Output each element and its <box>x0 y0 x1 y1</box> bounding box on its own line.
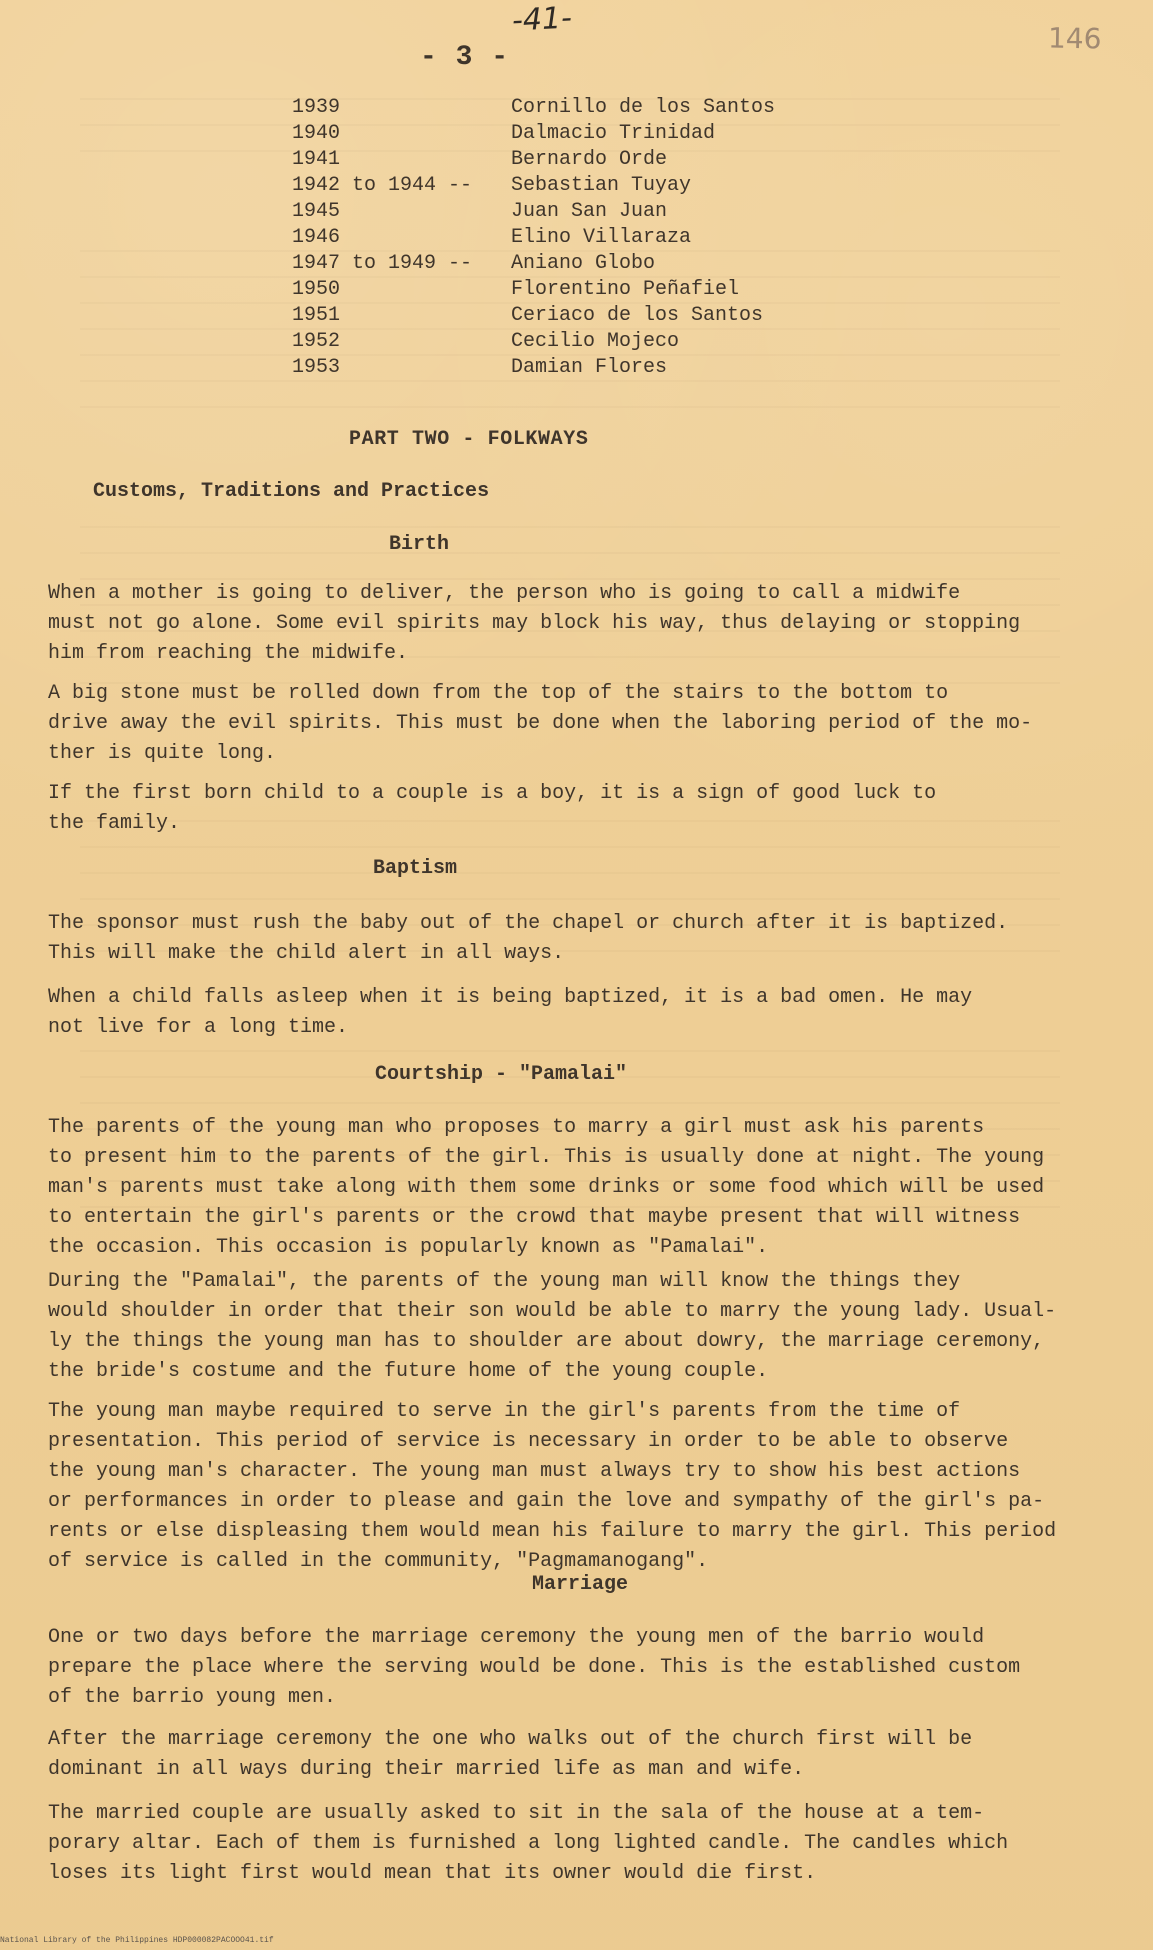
part-heading: PART TWO - FOLKWAYS <box>349 428 589 451</box>
text-line: the occasion. This occasion is popularly known as "Pamalai". <box>48 1236 769 1259</box>
birth-paragraph-2 <box>48 679 1128 769</box>
year-name-list <box>292 95 852 381</box>
year-row <box>292 303 852 329</box>
year-cell: 1950 <box>292 278 341 301</box>
text-line: must not go alone. Some evil spirits may block his way, thus delaying or stopping <box>48 612 1021 635</box>
marriage-paragraph-2 <box>48 1725 1128 1785</box>
text-line: would shoulder in order that their son would be able to marry the young lady. Usual- <box>48 1300 1057 1323</box>
name-cell: Ceriaco de los Santos <box>511 304 764 327</box>
birth-paragraph-1 <box>48 579 1128 669</box>
text-line: This will make the child alert in all ways. <box>48 942 565 965</box>
name-cell: Cecilio Mojeco <box>511 330 680 353</box>
text-line: dominant in all ways during their married life as man and wife. <box>48 1758 805 1781</box>
name-cell: Bernardo Orde <box>511 148 668 171</box>
year-cell: 1947 to 1949 -- <box>292 252 473 275</box>
year-row <box>292 199 852 225</box>
top-page-number: -41- <box>511 0 573 39</box>
text-line: The sponsor must rush the baby out of the chapel or church after it is baptized. <box>48 912 1009 935</box>
year-cell: 1940 <box>292 122 341 145</box>
year-cell: 1952 <box>292 330 341 353</box>
name-cell: Cornillo de los Santos <box>511 96 776 119</box>
text-line: If the first born child to a couple is a boy, it is a sign of good luck to <box>48 782 937 805</box>
courtship-heading: Courtship - "Pamalai" <box>375 1063 628 1086</box>
text-line: ther is quite long. <box>48 742 277 765</box>
year-cell: 1945 <box>292 200 341 223</box>
text-line: him from reaching the midwife. <box>48 642 409 665</box>
text-line: A big stone must be rolled down from the top of the stairs to the bottom to <box>48 682 949 705</box>
year-row <box>292 95 852 121</box>
text-line: the family. <box>48 812 181 835</box>
text-line: to entertain the girl's parents or the crowd that maybe present that will witness <box>48 1206 1021 1229</box>
birth-heading: Birth <box>389 533 450 556</box>
page-number: - 3 - <box>420 42 510 73</box>
marriage-paragraph-3 <box>48 1799 1128 1889</box>
text-line: The married couple are usually asked to sit in the sala of the house at a tem- <box>48 1802 985 1825</box>
year-cell: 1953 <box>292 356 341 379</box>
year-row <box>292 147 852 173</box>
text-line: to present him to the parents of the girl. This is usually done at night. The young <box>48 1146 1045 1169</box>
year-cell: 1941 <box>292 148 341 171</box>
text-line: or performances in order to please and gain the love and sympathy of the girl's pa- <box>48 1490 1045 1513</box>
text-line: drive away the evil spirits. This must be done when the laboring period of the mo- <box>48 712 1033 735</box>
year-row <box>292 121 852 147</box>
courtship-paragraph-1 <box>48 1113 1128 1263</box>
text-line: loses its light first would mean that its owner would die first. <box>48 1862 817 1885</box>
text-line: When a child falls asleep when it is being baptized, it is a bad omen. He may <box>48 986 973 1009</box>
text-line: porary altar. Each of them is furnished a long lighted candle. The candles which <box>48 1832 1009 1855</box>
year-row <box>292 251 852 277</box>
marriage-paragraph-1 <box>48 1623 1128 1713</box>
text-line: presentation. This period of service is necessary in order to be able to observe <box>48 1430 1009 1453</box>
name-cell: Juan San Juan <box>511 200 668 223</box>
text-line: man's parents must take along with them some drinks or some food which will be used <box>48 1176 1045 1199</box>
text-line: During the "Pamalai", the parents of the young man will know the things they <box>48 1270 961 1293</box>
year-row <box>292 173 852 199</box>
year-cell: 1939 <box>292 96 341 119</box>
text-line: prepare the place where the serving would be done. This is the established custom <box>48 1656 1021 1679</box>
name-cell: Elino Villaraza <box>511 226 692 249</box>
text-line: the bride's costume and the future home of the young couple. <box>48 1360 769 1383</box>
name-cell: Aniano Globo <box>511 252 656 275</box>
text-line: of the barrio young men. <box>48 1686 337 1709</box>
name-cell: Florentino Peñafiel <box>511 278 740 301</box>
marriage-heading: Marriage <box>532 1573 629 1596</box>
text-line: ly the things the young man has to shoulder are about dowry, the marriage ceremony, <box>48 1330 1045 1353</box>
year-row <box>292 355 852 381</box>
text-line: not live for a long time. <box>48 1016 349 1039</box>
section-title: Customs, Traditions and Practices <box>93 480 490 503</box>
courtship-paragraph-2 <box>48 1267 1128 1387</box>
courtship-paragraph-3 <box>48 1397 1128 1577</box>
year-cell: 1942 to 1944 -- <box>292 174 473 197</box>
birth-paragraph-3 <box>48 779 1128 839</box>
name-cell: Sebastian Tuyay <box>511 174 692 197</box>
name-cell: Damian Flores <box>511 356 668 379</box>
name-cell: Dalmacio Trinidad <box>511 122 716 145</box>
text-line: The parents of the young man who proposes to marry a girl must ask his parents <box>48 1116 985 1139</box>
text-line: rents or else displeasing them would mean his failure to marry the girl. This period <box>48 1520 1057 1543</box>
text-line: the young man's character. The young man must always try to show his best actions <box>48 1460 1021 1483</box>
baptism-heading: Baptism <box>373 857 458 880</box>
baptism-paragraph-1 <box>48 909 1128 969</box>
text-line: The young man maybe required to serve in the girl's parents from the time of <box>48 1400 961 1423</box>
text-line: After the marriage ceremony the one who walks out of the church first will be <box>48 1728 973 1751</box>
year-row <box>292 277 852 303</box>
year-cell: 1951 <box>292 304 341 327</box>
footer-note: National Library of the Philippines HDP000082PACOOO41.tif <box>0 1936 274 1945</box>
text-line: One or two days before the marriage ceremony the young men of the barrio would <box>48 1626 985 1649</box>
year-row <box>292 225 852 251</box>
baptism-paragraph-2 <box>48 983 1128 1043</box>
year-cell: 1946 <box>292 226 341 249</box>
corner-number: 146 <box>1047 21 1102 56</box>
text-line: of service is called in the community, "Pagmamanogang". <box>48 1550 709 1573</box>
text-line: When a mother is going to deliver, the person who is going to call a midwife <box>48 582 961 605</box>
year-row <box>292 329 852 355</box>
